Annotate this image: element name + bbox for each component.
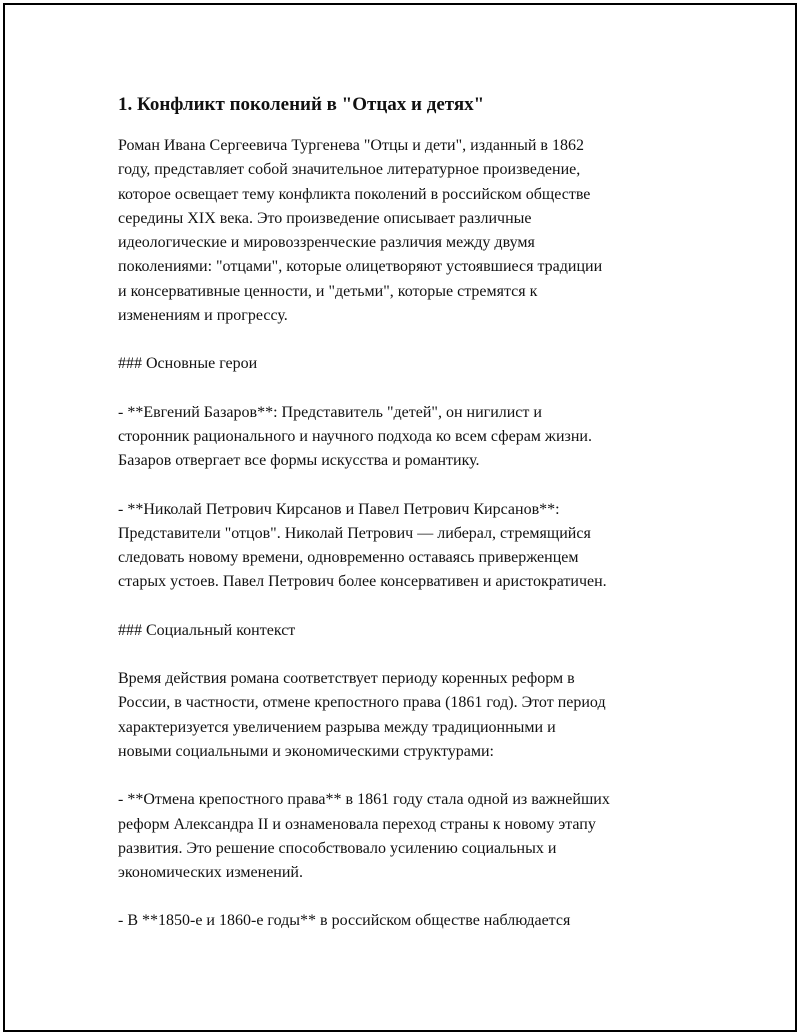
text-line: Представители "отцов". Николай Петрович — либерал, стремящийся bbox=[118, 524, 591, 542]
context-paragraph bbox=[118, 667, 708, 764]
heading-social-context bbox=[118, 619, 708, 643]
text-line: новыми социальными и экономическими структурами: bbox=[118, 742, 494, 760]
intro-paragraph bbox=[118, 134, 708, 328]
heading-main-characters bbox=[118, 352, 708, 376]
text-line: старых устоев. Павел Петрович более консервативен и аристократичен. bbox=[118, 573, 607, 591]
text-line: России, в частности, отмене крепостного права (1861 год). Этот период bbox=[118, 694, 606, 712]
text-line: изменениям и прогрессу. bbox=[118, 307, 288, 325]
text-line: середины XIX века. Это произведение описывает различные bbox=[118, 209, 532, 227]
text-line: Роман Ивана Сергеевича Тургенева "Отцы и дети", изданный в 1862 bbox=[118, 137, 584, 154]
text-line: ### Социальный контекст bbox=[118, 621, 296, 639]
text-line: Базаров отвергает все формы искусства и романтику. bbox=[118, 452, 480, 470]
text-line: ### Основные герои bbox=[118, 355, 258, 373]
text-line: поколениями: "отцами", которые олицетворяют устоявшиеся традиции bbox=[118, 258, 603, 276]
text-line: следовать новому времени, одновременно оставаясь приверженцем bbox=[118, 549, 579, 567]
text-line: - В **1850-е и 1860-е годы** в российском обществе наблюдается bbox=[118, 912, 571, 930]
bazarov-paragraph bbox=[118, 401, 708, 474]
text-line: сторонник рационального и научного подхода ко всем сферам жизни. bbox=[118, 427, 592, 445]
document-body bbox=[118, 93, 708, 958]
decades-paragraph bbox=[118, 909, 708, 933]
document-blocks bbox=[118, 134, 708, 934]
text-line: - **Николай Петрович Кирсанов и Павел Петрович Кирсанов**: bbox=[118, 500, 560, 518]
text-line: - **Евгений Базаров**: Представитель "детей", он нигилист и bbox=[118, 403, 542, 421]
text-line: и консервативные ценности, и "детьми", которые стремятся к bbox=[118, 282, 538, 300]
kirsanov-paragraph bbox=[118, 498, 708, 595]
text-line: реформ Александра II и ознаменовала переход страны к новому этапу bbox=[118, 815, 596, 833]
text-line: Время действия романа соответствует периоду коренных реформ в bbox=[118, 670, 575, 688]
text-line: идеологические и мировоззренческие различия между двумя bbox=[118, 234, 535, 252]
text-line: которое освещает тему конфликта поколений в российском обществе bbox=[118, 185, 591, 203]
text-line: развития. Это решение способствовало усилению социальных и bbox=[118, 839, 557, 857]
text-line: экономических изменений. bbox=[118, 864, 303, 882]
text-line: характеризуется увеличением разрыва между традиционными и bbox=[118, 718, 556, 736]
serfdom-paragraph bbox=[118, 788, 708, 885]
text-line: году, представляет собой значительное литературное произведение, bbox=[118, 161, 581, 179]
document-title: 1. Конфликт поколений в "Отцах и детях" bbox=[118, 94, 485, 115]
text-line: - **Отмена крепостного права** в 1861 году стала одной из важнейших bbox=[118, 791, 610, 809]
